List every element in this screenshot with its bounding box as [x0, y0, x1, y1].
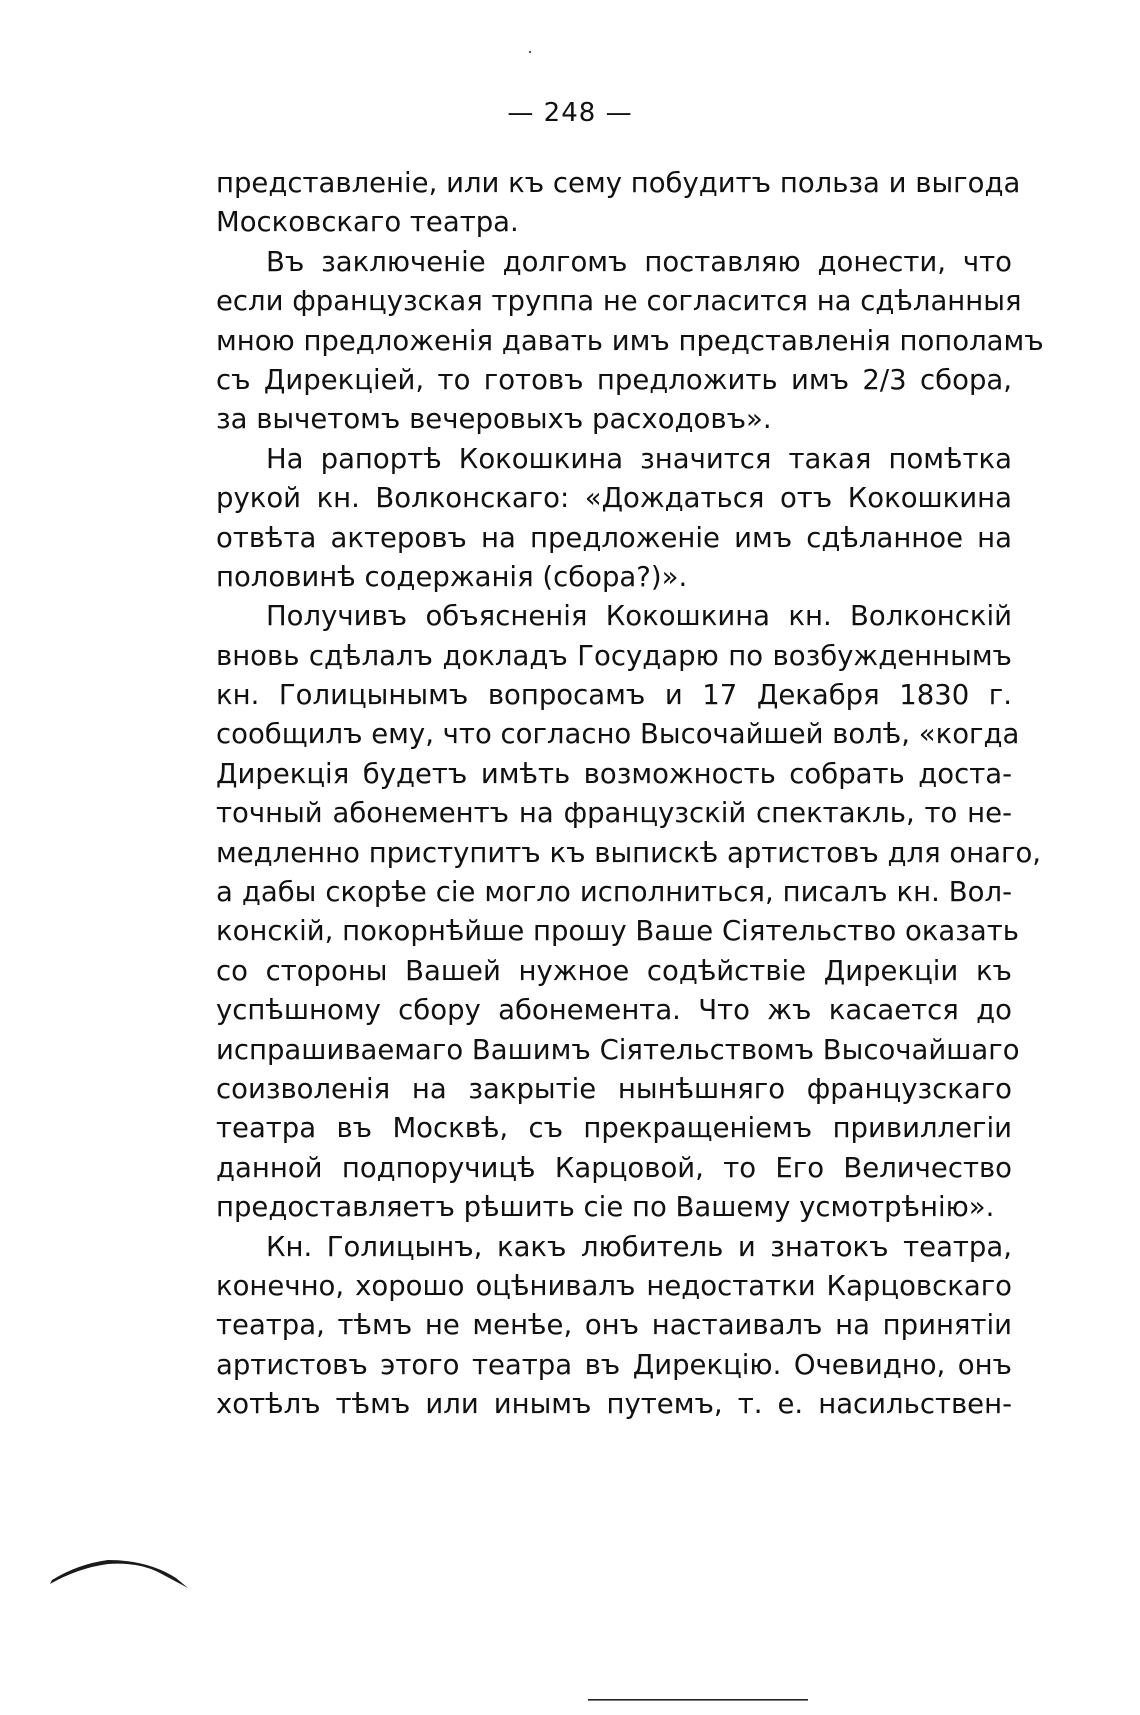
paragraph-5 [216, 1228, 1012, 1425]
text-line: театра въ Москвѣ, съ прекращеніемъ привиллегіи [216, 1112, 1012, 1145]
text-line: точный абонементъ на французскій спектакль, то не- [216, 797, 1012, 830]
text-line: если французская труппа не согласится на сдѣланныя [216, 285, 1022, 318]
text-line: конскій, покорнѣйше прошу Ваше Сіятельство оказать [216, 915, 1019, 948]
text-line: отвѣта актеровъ на предложеніе имъ сдѣланное на [216, 521, 1012, 554]
text-line: половинѣ содержанія (сбора?)». [216, 560, 688, 593]
scan-rule-line [588, 1698, 808, 1702]
text-line: кн. Голицынымъ вопросамъ и 17 Декабря 1830 г. [216, 679, 1012, 712]
text-line: Московскаго театра. [216, 206, 519, 239]
text-line: соизволенія на закрытіе нынѣшняго французскаго [216, 1072, 1012, 1105]
text-line: На рапортѣ Кокошкина значится такая помѣтка [266, 442, 1012, 475]
scan-speck [528, 50, 532, 54]
paragraph-2 [216, 243, 1044, 440]
text-line: медленно приступитъ къ выпискѣ артистовъ для онаго, [216, 836, 1042, 869]
paragraph-4 [216, 597, 1042, 1227]
text-line: артистовъ этого театра въ Дирекцію. Очевидно, онъ [216, 1348, 1012, 1381]
text-line: за вычетомъ вечеровыхъ расходовъ». [216, 403, 772, 436]
text-line: Получивъ объясненія Кокошкина кн. Волконскій [266, 600, 1012, 633]
text-line: сообщилъ ему, что согласно Высочайшей волѣ, «когда [216, 718, 1020, 751]
text-line: мною предложенія давать имъ представленія пополамъ [216, 324, 1044, 357]
text-line: вновь сдѣлалъ докладъ Государю по возбужденнымъ [216, 639, 1012, 672]
text-line: съ Дирекціей, то готовъ предложить имъ 2/3 сбора, [216, 363, 1012, 396]
text-line: Дирекція будетъ имѣть возможность собрать доста- [216, 757, 1012, 790]
paragraph-1 [216, 164, 1021, 243]
text-line: успѣшному сбору абонемента. Что жъ касается до [216, 994, 1012, 1027]
body-text [216, 164, 1044, 1425]
text-line: со стороны Вашей нужное содѣйствіе Дирекціи къ [216, 954, 1012, 987]
paragraph-3 [216, 440, 1012, 598]
text-line: испрашиваемаго Вашимъ Сіятельствомъ Высочайшаго [216, 1033, 1020, 1066]
page-number: — 248 — [507, 98, 633, 128]
scan-smudge [48, 1556, 198, 1596]
text-line: конечно, хорошо оцѣнивалъ недостатки Карцовскаго [216, 1269, 1012, 1302]
text-line: Въ заключеніе долгомъ поставляю донести, что [266, 245, 1012, 278]
text-line: рукой кн. Волконскаго: «Дождаться отъ Кокошкина [216, 482, 1012, 515]
text-line: предоставляетъ рѣшить сіе по Вашему усмотрѣнію». [216, 1191, 995, 1224]
text-line: театра, тѣмъ не менѣе, онъ настаивалъ на принятіи [216, 1309, 1012, 1342]
text-line: а дабы скорѣе сіе могло исполниться, писалъ кн. Вол- [216, 876, 1012, 909]
text-line: хотѣлъ тѣмъ или инымъ путемъ, т. е. насильствен- [216, 1388, 1012, 1421]
text-line: представленіе, или къ сему побудитъ польза и выгода [216, 167, 1021, 199]
text-line: Кн. Голицынъ, какъ любитель и знатокъ театра, [266, 1230, 1012, 1263]
text-line: данной подпоручицѣ Карцовой, то Его Величество [216, 1151, 1012, 1184]
